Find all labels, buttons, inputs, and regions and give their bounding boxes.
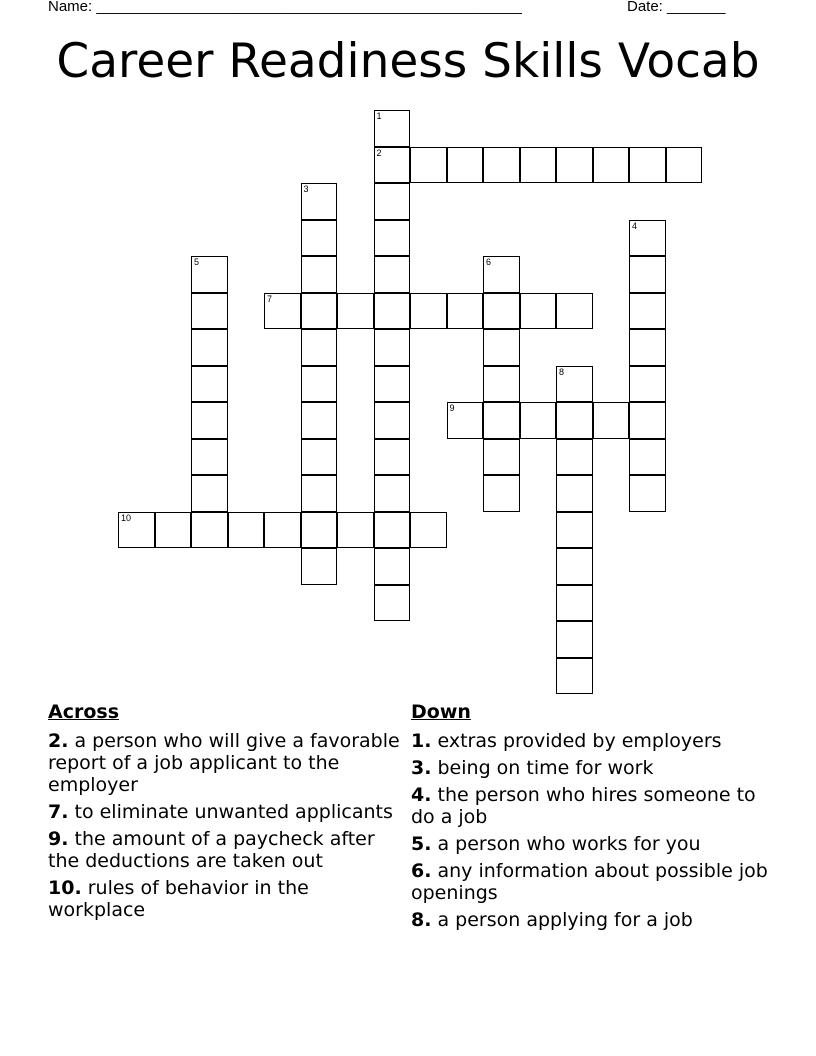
clue-number-label: 6	[486, 257, 492, 267]
grid-cell[interactable]	[374, 475, 411, 512]
grid-cell[interactable]	[301, 329, 338, 366]
grid-cell[interactable]	[556, 366, 593, 403]
grid-cell[interactable]	[556, 439, 593, 476]
grid-cell[interactable]	[483, 402, 520, 439]
grid-cell[interactable]	[556, 548, 593, 585]
grid-cell[interactable]	[447, 293, 484, 330]
grid-cell[interactable]	[629, 147, 666, 184]
grid-cell[interactable]	[629, 293, 666, 330]
clue-across-7	[48, 801, 408, 823]
grid-cell[interactable]	[374, 329, 411, 366]
clue-down-5	[411, 833, 771, 855]
grid-cell[interactable]	[629, 439, 666, 476]
grid-cell[interactable]	[556, 293, 593, 330]
grid-cell[interactable]	[483, 147, 520, 184]
grid-cell[interactable]	[374, 220, 411, 257]
grid-cell[interactable]	[374, 110, 411, 147]
grid-cell[interactable]	[374, 147, 411, 184]
clue-down-4	[411, 784, 771, 828]
clue-number: 3.	[411, 757, 432, 779]
grid-cell[interactable]	[410, 512, 447, 549]
grid-cell[interactable]	[447, 402, 484, 439]
name-field: Name: ___________________________________________________	[48, 0, 522, 15]
date-field: Date: _______	[627, 0, 726, 15]
grid-cell[interactable]	[410, 293, 447, 330]
grid-cell[interactable]	[301, 293, 338, 330]
clue-number: 8.	[411, 909, 432, 931]
clue-down-3	[411, 757, 771, 779]
clue-number: 9.	[48, 828, 69, 850]
clue-number: 6.	[411, 860, 432, 882]
clue-number-label: 4	[632, 220, 638, 231]
grid-cell[interactable]	[410, 147, 447, 184]
clue-number-label: 5	[194, 257, 200, 267]
clue-text: any information about possible job openings	[411, 860, 768, 904]
clue-number: 4.	[411, 784, 432, 806]
clue-text: the person who hires someone to do a job	[411, 784, 756, 828]
clue-number: 10.	[48, 877, 82, 899]
clue-text: extras provided by employers	[437, 730, 722, 752]
grid-cell[interactable]	[191, 329, 228, 366]
grid-cell[interactable]	[301, 256, 338, 293]
clue-number-label: 1	[376, 111, 382, 121]
grid-cell[interactable]	[520, 293, 557, 330]
grid-cell[interactable]	[264, 512, 301, 549]
grid-cell[interactable]	[374, 585, 411, 622]
grid-cell[interactable]	[447, 147, 484, 184]
grid-cell[interactable]	[556, 658, 593, 695]
grid-cell[interactable]	[483, 293, 520, 330]
clue-number: 5.	[411, 833, 432, 855]
across-heading: Across	[48, 701, 120, 723]
clue-number: 1.	[411, 730, 432, 752]
grid-cell[interactable]	[191, 366, 228, 403]
grid-cell[interactable]	[301, 183, 338, 220]
clue-down-6	[411, 860, 771, 904]
grid-cell[interactable]	[301, 512, 338, 549]
grid-cell[interactable]	[629, 220, 666, 257]
grid-cell[interactable]	[374, 366, 411, 403]
grid-cell[interactable]	[191, 293, 228, 330]
grid-cell[interactable]	[374, 183, 411, 220]
grid-cell[interactable]	[301, 220, 338, 257]
grid-cell[interactable]	[556, 402, 593, 439]
grid-cell[interactable]	[483, 366, 520, 403]
clue-text: the amount of a paycheck after the deductions are taken out	[48, 828, 375, 872]
grid-cell[interactable]	[301, 366, 338, 403]
grid-cell[interactable]	[593, 147, 630, 184]
page-title: Career Readiness Skills Vocab	[56, 34, 760, 89]
grid-cell[interactable]	[191, 256, 228, 293]
clue-across-2	[48, 730, 408, 796]
clue-number: 2.	[48, 730, 69, 752]
clue-down-8	[411, 909, 771, 931]
grid-cell[interactable]	[301, 402, 338, 439]
clue-text: to eliminate unwanted applicants	[74, 801, 393, 823]
clue-number-label: 2	[376, 147, 382, 158]
grid-cell[interactable]	[556, 621, 593, 658]
grid-cell[interactable]	[483, 439, 520, 476]
grid-cell[interactable]	[483, 329, 520, 366]
grid-cell[interactable]	[155, 512, 192, 549]
clue-number-label: 7	[267, 293, 273, 304]
grid-cell[interactable]	[374, 512, 411, 549]
grid-cell[interactable]	[483, 475, 520, 512]
down-clues	[411, 700, 771, 936]
clue-number-label: 3	[303, 184, 309, 194]
grid-cell[interactable]	[374, 439, 411, 476]
grid-cell[interactable]	[666, 147, 703, 184]
clue-across-10	[48, 877, 408, 921]
clue-down-1	[411, 730, 771, 752]
grid-cell[interactable]	[483, 256, 520, 293]
grid-cell[interactable]	[520, 147, 557, 184]
grid-cell[interactable]	[629, 402, 666, 439]
grid-cell[interactable]	[264, 293, 301, 330]
grid-cell[interactable]	[520, 402, 557, 439]
grid-cell[interactable]	[374, 293, 411, 330]
grid-cell[interactable]	[301, 475, 338, 512]
down-heading: Down	[411, 701, 471, 723]
grid-cell[interactable]	[374, 402, 411, 439]
grid-cell[interactable]	[191, 512, 228, 549]
clue-number-label: 8	[559, 366, 565, 377]
clue-number-label: 10	[121, 512, 132, 523]
clue-text: a person applying for a job	[437, 909, 693, 931]
clue-number: 7.	[48, 801, 69, 823]
clue-text: being on time for work	[437, 757, 654, 779]
grid-cell[interactable]	[556, 147, 593, 184]
grid-cell[interactable]	[556, 475, 593, 512]
grid-cell[interactable]	[337, 293, 374, 330]
across-clues	[48, 700, 408, 926]
grid-cell[interactable]	[118, 512, 155, 549]
grid-cell[interactable]	[556, 585, 593, 622]
grid-cell[interactable]	[629, 329, 666, 366]
clue-number-label: 9	[449, 403, 455, 413]
grid-cell[interactable]	[301, 439, 338, 476]
grid-cell[interactable]	[374, 548, 411, 585]
clue-text: rules of behavior in the workplace	[48, 877, 309, 921]
grid-cell[interactable]	[374, 256, 411, 293]
grid-cell[interactable]	[337, 512, 374, 549]
grid-cell[interactable]	[191, 475, 228, 512]
clue-across-9	[48, 828, 408, 872]
clue-text: a person who will give a favorable report of a job applicant to the employer	[48, 730, 400, 796]
grid-cell[interactable]	[301, 548, 338, 585]
grid-cell[interactable]	[228, 512, 265, 549]
grid-cell[interactable]	[593, 402, 630, 439]
grid-cell[interactable]	[556, 512, 593, 549]
clue-text: a person who works for you	[437, 833, 701, 855]
grid-cell[interactable]	[191, 439, 228, 476]
grid-cell[interactable]	[629, 366, 666, 403]
grid-cell[interactable]	[629, 475, 666, 512]
grid-cell[interactable]	[191, 402, 228, 439]
grid-cell[interactable]	[629, 256, 666, 293]
